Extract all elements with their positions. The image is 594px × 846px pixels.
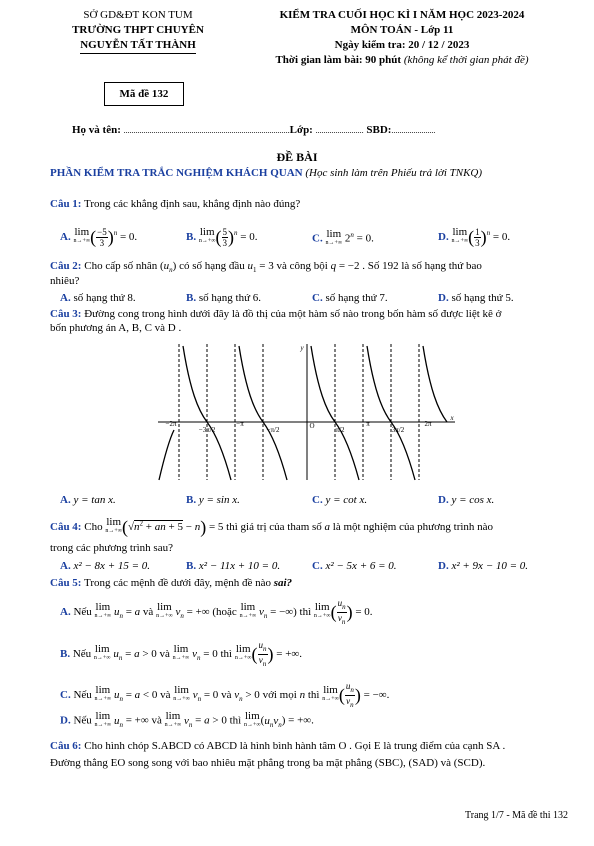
q1-option-d[interactable]: D. lim n→+∞ ( $\frac{1}{3}$ )$^n$ = 0. [438,226,511,248]
q2-option-b[interactable]: B. số hạng thứ 6. [186,292,262,304]
question-4: Câu 4: Cho lim n→+∞ ($√n^2$ + an + 5 − n) = 5 thì giá trị của tham số a là một nghiệm của phương trình nào [50,516,494,537]
q5-option-a[interactable]: A. Nếu lim n→+∞ $u_n = a$ và lim n→+∞ $v_n$ = +∞ (hoặc lim n→+∞ $v_n$ = −∞) thì lim n→+∞ ( $\frac{u_n}{v_n}$ ) = 0. [60,598,373,626]
q5-option-b[interactable]: B. Nếu lim n→+∞ $u_n = a > 0$ và lim n→+∞ $v_n = 0$ thì lim n→+∞ ( $\frac{u_n}{v_n}$ ) = +∞. [60,640,302,668]
class-field[interactable]: ........................ [315,126,364,135]
question-2-cont: nhiêu? [50,275,80,287]
q2-option-c[interactable]: C. số hạng thứ 7. [312,292,388,304]
q4-option-a[interactable]: A. x² − 8x + 15 = 0. [60,560,151,572]
q5-option-c[interactable]: C. Nếu lim n→+∞ $u_n = a < 0$ và lim n→+∞ $v_n = 0$ và $v_n > 0$ với mọi n thì lim n→+∞ ( $\frac{u_n}{v_n}$ ) = −∞. [60,681,390,709]
exam-date: Ngày kiểm tra: 20 / 12 / 2023 [334,39,470,51]
q1-option-a[interactable]: A. lim n→+∞ ( $\frac{-5}{3}$ )$^n$ = 0. [60,226,138,248]
tick-origin: O [309,422,315,430]
q1-option-b[interactable]: B. lim n→+∞ ( $\frac{5}{3}$ )$^n$ = 0. [186,226,258,248]
question-3: Câu 3: Đường cong trong hình dưới đây là đồ thị của một hàm số nào trong bốn hàm số được liệt kê ở [50,308,502,320]
header-left [58,8,218,54]
q3-option-a[interactable]: A. y = tan x. [60,494,116,506]
q3-option-c[interactable]: C. y = cot x. [312,494,368,506]
tick-2pi: 2π [424,420,432,428]
tick-minus-3pi-2: −3π/2 [198,426,216,434]
section-part: PHẦN KIỂM TRA TRẮC NGHIỆM KHÁCH QUAN (Học sinh làm trên Phiếu trả lời TNKQ) [50,167,483,179]
curves [159,346,447,480]
question-6-cont: Đường thẳng EO song song với bao nhiêu mặt phẳng trong ba mặt phẳng (SBC), (SAD) và (SCD). [50,757,486,769]
exam-code-box: Mã đề 132 [104,82,184,106]
header-right [252,8,552,68]
question-1: Câu 1: Trong các khẳng định sau, khẳng định nào đúng? [50,198,301,210]
q2-option-d[interactable]: D. số hạng thứ 5. [438,292,514,304]
y-label: y [300,344,304,352]
q3-options [50,494,560,508]
student-info: Họ và tên: ...................................................................................Lớp: ........................ SBD:...................... [72,124,436,136]
q2-option-a[interactable]: A. số hạng thứ 8. [60,292,136,304]
q3-option-d[interactable]: D. y = cos x. [438,494,495,506]
question-6: Câu 6: Cho hình chóp S.ABCD có ABCD là hình bình hành tâm O . Gọi E là trung điểm của cạnh SA . [50,740,506,752]
question-4-cont: trong các phương trình sau? [50,542,173,554]
tick-minus-2pi: −2π [165,420,177,428]
tick-minus-pi-2: −π/2 [266,426,280,434]
q2-options [50,292,560,306]
dept-name: SỞ GD&ĐT KON TUM [83,9,193,21]
school-name-2: NGUYỄN TẤT THÀNH [58,38,218,54]
question-2: Câu 2: Cho cấp số nhân $(u_n)$ có số hạng đầu $u_1 = 3$ và công bội q = −2 . Số 192 là số hạng thứ bao [50,260,482,275]
q1-option-c[interactable]: C. lim n→+∞ $2^n = 0$. [312,228,374,246]
question-3-cont: bốn phương án A, B, C và D . [50,322,182,334]
q5-option-d[interactable]: D. Nếu lim n→+∞ $u_n$ = +∞ và lim n→+∞ $v_n = a > 0$ thì lim n→+∞ $(u_nv_n)$ = +∞. [60,710,314,729]
subject: MÔN TOÁN - Lớp 11 [350,24,454,36]
school-name-1: TRƯỜNG THPT CHUYÊN [72,24,204,36]
sbd-field[interactable]: ...................... [391,126,436,135]
tick-pi: π [366,420,370,428]
tick-3pi-2: 3π/2 [391,426,405,434]
name-field[interactable]: ................................................................................... [123,126,290,135]
page-footer: Trang 1/7 - Mã đề thi 132 [465,810,568,821]
duration: Thời gian làm bài: 90 phút (không kể thời gian phát đề) [275,54,529,66]
exam-title: KIỂM TRA CUỐI HỌC KÌ I NĂM HỌC 2023-2024 [279,9,525,21]
cot-graph [150,340,460,485]
x-label: x [450,414,454,422]
q4-options [50,560,560,574]
tick-minus-pi: −π [236,420,244,428]
q3-option-b[interactable]: B. y = sin x. [186,494,240,506]
question-5: Câu 5: Trong các mệnh đề dưới đây, mệnh đề nào sai? [50,577,293,589]
q4-option-b[interactable]: B. x² − 11x + 10 = 0. [186,560,281,572]
q4-option-c[interactable]: C. x² − 5x + 6 = 0. [312,560,397,572]
section-title: ĐỀ BÀI [276,150,318,164]
q4-option-d[interactable]: D. x² + 9x − 10 = 0. [438,560,529,572]
q1-options [50,222,560,252]
tick-pi-2: π/2 [335,426,345,434]
